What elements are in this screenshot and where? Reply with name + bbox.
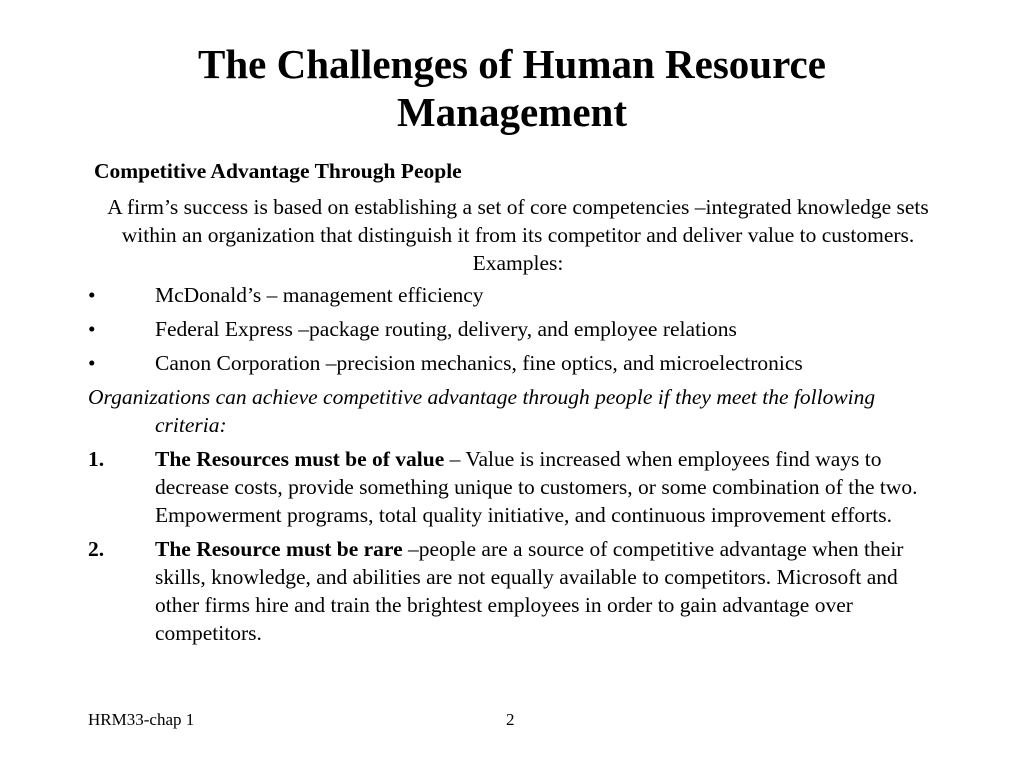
item-number: 2. (88, 537, 105, 561)
numbered-item (88, 535, 948, 647)
item-text: – Value is increased when employees find ways to decrease costs, provide something unique to customers, or some combination of the two. Empowerment programs, total quality initiative, and continuous improvement efforts. (155, 447, 918, 527)
footer-label: HRM33-chap 1 (88, 710, 195, 729)
item-body (155, 535, 948, 647)
page-number: 2 (506, 710, 515, 729)
item-lead: The Resource must be rare (155, 537, 403, 561)
item-body (155, 445, 948, 529)
item-text: –people are a source of competitive advantage when their skills, knowledge, and abilities are not equally available to competitors. Microsoft and other firms hire and train the brightest employees in order to gain advantage over competitors. (155, 537, 904, 645)
bullet-item (88, 315, 948, 343)
intro-paragraph: A firm’s success is based on establishing a set of core competencies –integrated knowledge sets within an organization that distinguish it from its competitor and deliver value to customers. Examples: (107, 195, 929, 275)
bullet-text: Federal Express –package routing, delivery, and employee relations (155, 317, 737, 341)
item-lead: The Resources must be of value (155, 447, 445, 471)
slide-content (88, 157, 948, 653)
slide-title: The Challenges of Human Resource Management (198, 41, 826, 135)
bullet-text: Canon Corporation –precision mechanics, fine optics, and microelectronics (155, 351, 803, 375)
bullet-text: McDonald’s – management efficiency (155, 283, 484, 307)
bullet-mark: • (88, 317, 96, 341)
item-number: 1. (88, 447, 105, 471)
subheading: Competitive Advantage Through People (94, 159, 462, 183)
bullet-mark: • (88, 351, 96, 375)
bullet-item (88, 349, 948, 377)
bullet-mark: • (88, 283, 96, 307)
numbered-item (88, 445, 948, 529)
bullet-item (88, 281, 948, 309)
criteria-intro: Organizations can achieve competitive advantage through people if they meet the following criteria: (88, 385, 876, 437)
